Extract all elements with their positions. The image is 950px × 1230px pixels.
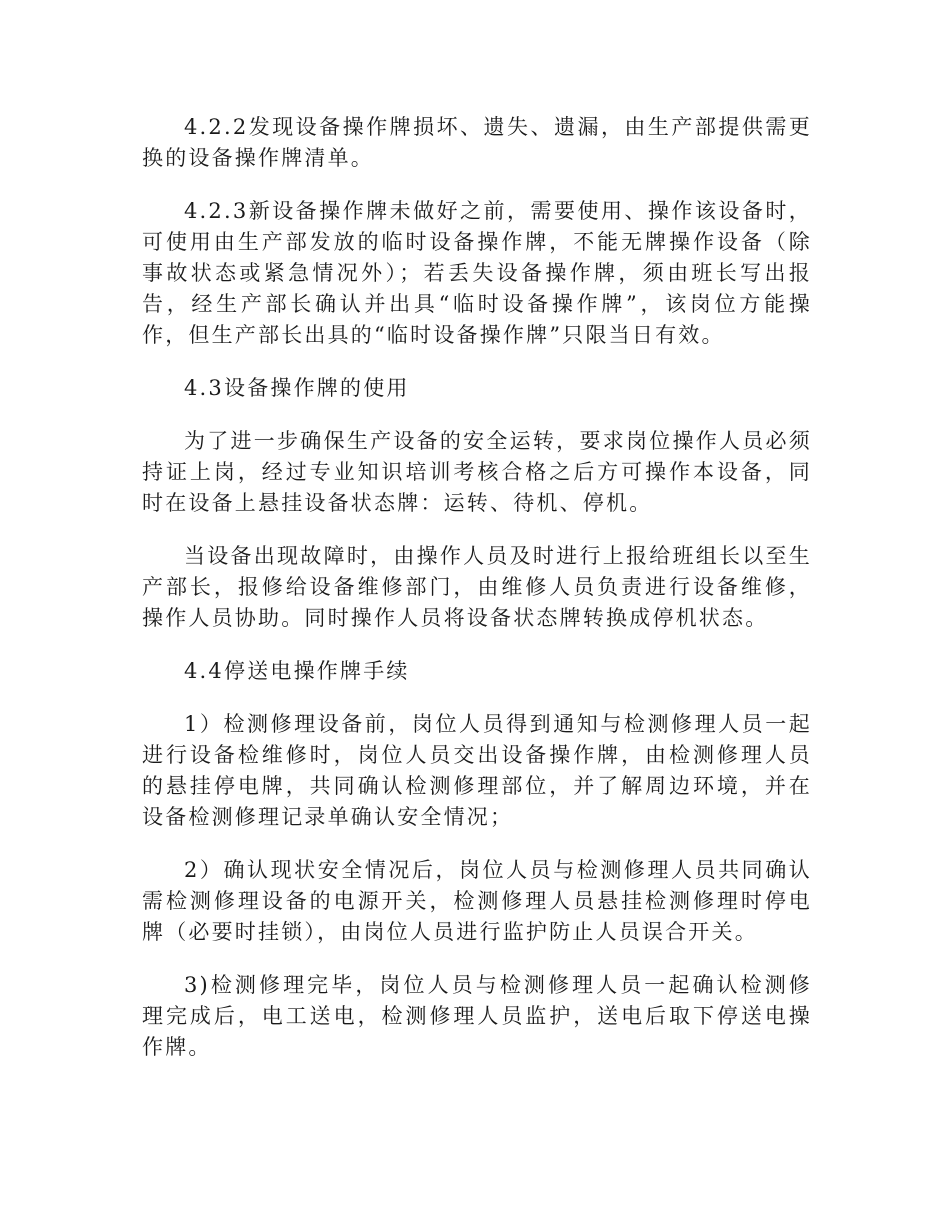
document-body bbox=[142, 112, 812, 1085]
paragraph-step-3: 3)检测修理完毕，岗位人员与检测修理人员一起确认检测修理完成后，电工送电，检测修理人员监护，送电后取下停送电操作牌。 bbox=[142, 973, 812, 1059]
paragraph-4-2-3: 4.2.3新设备操作牌未做好之前，需要使用、操作该设备时，可使用由生产部发放的临时设备操作牌，不能无牌操作设备（除事故状态或紧急情况外）；若丢失设备操作牌，须由班长写出报告，经生产部长确认并出具“临时设备操作牌”，该岗位方能操作，但生产部长出具的“临时设备操作牌”只限当日有效。 bbox=[142, 199, 812, 347]
paragraph-step-1: 1）检测修理设备前，岗位人员得到通知与检测修理人员一起进行设备检维修时，岗位人员交出设备操作牌，由检测修理人员的悬挂停电牌，共同确认检测修理部位，并了解周边环境，并在设备检测修理记录单确认安全情况； bbox=[142, 712, 812, 829]
section-heading-4-4: 4.4停送电操作牌手续 bbox=[184, 659, 410, 683]
section-heading-4-3: 4.3设备操作牌的使用 bbox=[184, 376, 410, 400]
paragraph-4-2-2: 4.2.2发现设备操作牌损坏、遗失、遗漏，由生产部提供需更换的设备操作牌清单。 bbox=[142, 115, 812, 170]
paragraph-4-3-fault: 当设备出现故障时，由操作人员及时进行上报给班组长以至生产部长，报修给设备维修部门，由维修人员负责进行设备维修，操作人员协助。同时操作人员将设备状态牌转换成停机状态。 bbox=[142, 544, 812, 630]
paragraph-step-2: 2）确认现状安全情况后，岗位人员与检测修理人员共同确认需检测修理设备的电源开关，检测修理人员悬挂检测修理时停电牌（必要时挂锁），由岗位人员进行监护防止人员误合开关。 bbox=[142, 858, 812, 944]
paragraph-4-3-usage: 为了进一步确保生产设备的安全运转，要求岗位操作人员必须持证上岗，经过专业知识培训考核合格之后方可操作本设备，同时在设备上悬挂设备状态牌：运转、待机、停机。 bbox=[142, 429, 812, 515]
